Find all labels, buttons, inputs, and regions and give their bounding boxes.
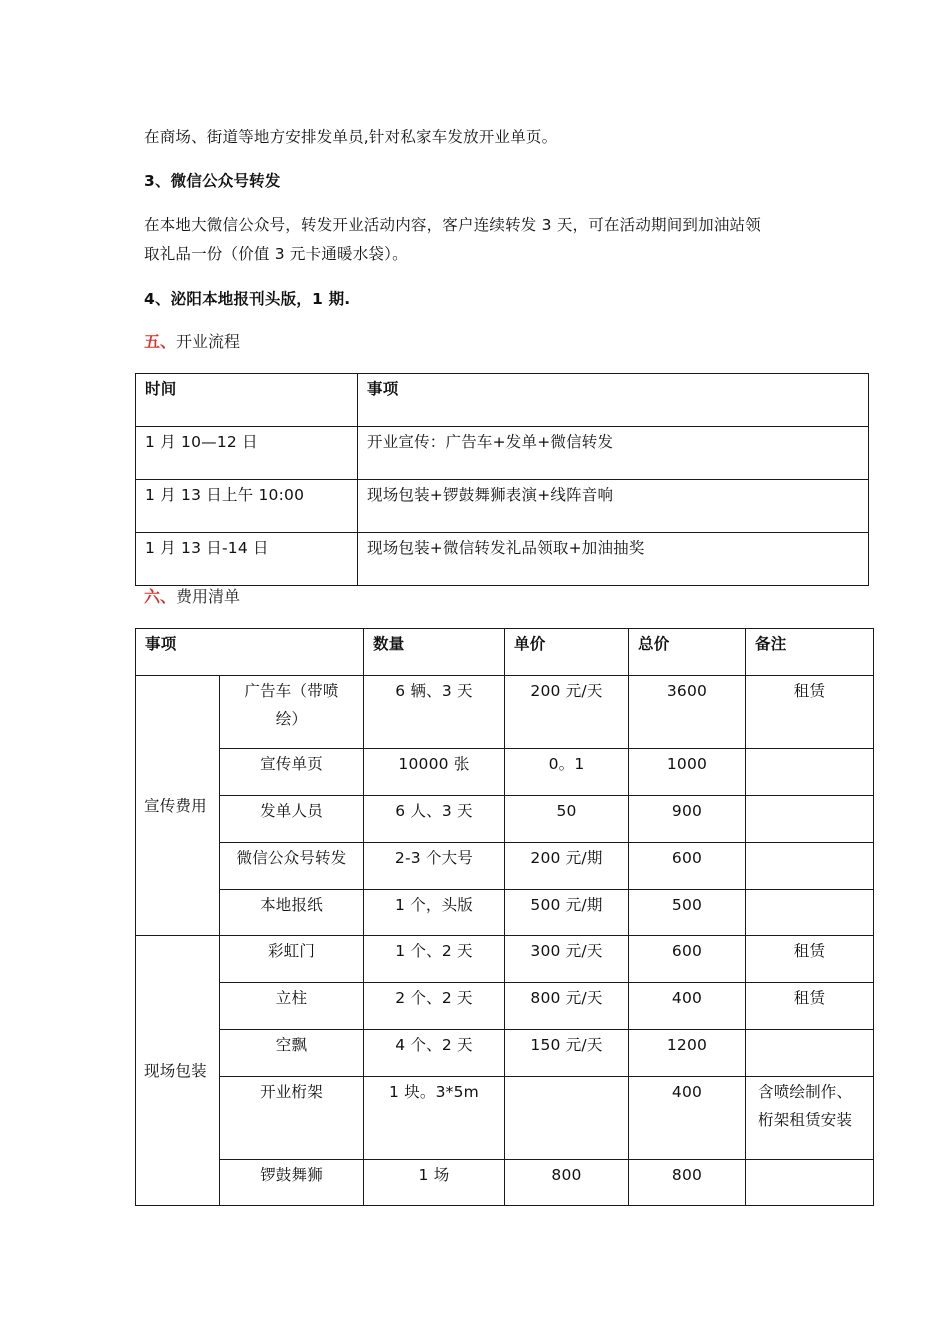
cell-note: 租赁 <box>746 676 874 749</box>
table-row <box>136 1077 874 1160</box>
table-row <box>136 796 874 843</box>
cell-item: 发单人员 <box>220 796 364 843</box>
cell-price: 500 元/期 <box>505 890 629 936</box>
opening-process-table <box>135 373 869 586</box>
table-row <box>136 1160 874 1206</box>
cell-qty: 2-3 个大号 <box>364 843 505 890</box>
section-cost-list <box>144 586 240 608</box>
header-price: 单价 <box>505 629 629 676</box>
table-row <box>136 676 874 749</box>
header-time: 时间 <box>136 374 358 427</box>
cell-item: 锣鼓舞狮 <box>220 1160 364 1206</box>
section-number: 六、 <box>144 587 177 606</box>
table-row <box>136 890 874 936</box>
header-item: 事项 <box>358 374 869 427</box>
table-row <box>136 480 869 533</box>
cell-price: 200 元/期 <box>505 843 629 890</box>
cell-item: 开业桁架 <box>220 1077 364 1160</box>
cell-qty: 10000 张 <box>364 749 505 796</box>
group-label: 宣传费用 <box>136 676 220 936</box>
cell-total: 3600 <box>629 676 746 749</box>
cell-price: 150 元/天 <box>505 1030 629 1077</box>
cell-qty: 6 人、3 天 <box>364 796 505 843</box>
cell-note: 租赁 <box>746 936 874 983</box>
header-item: 事项 <box>136 629 364 676</box>
table-header-row <box>136 629 874 676</box>
cell-price: 0。1 <box>505 749 629 796</box>
group-label: 现场包装 <box>136 936 220 1206</box>
cell-item: 彩虹门 <box>220 936 364 983</box>
cell-time: 1 月 10—12 日 <box>136 427 358 480</box>
cell-item-line1: 广告车（带喷 <box>244 682 339 700</box>
cell-total: 400 <box>629 983 746 1030</box>
cell-item: 空飘 <box>220 1030 364 1077</box>
cost-list-table <box>135 628 874 1206</box>
cell-total: 400 <box>629 1077 746 1160</box>
cell-qty: 2 个、2 天 <box>364 983 505 1030</box>
cell-total: 900 <box>629 796 746 843</box>
cell-total: 600 <box>629 936 746 983</box>
table-row <box>136 983 874 1030</box>
cell-total: 1000 <box>629 749 746 796</box>
heading-local-newspaper: 4、泌阳本地报刊头版，1 期. <box>144 290 351 308</box>
table-row <box>136 843 874 890</box>
cell-qty: 1 块。3*5m <box>364 1077 505 1160</box>
cell-price: 300 元/天 <box>505 936 629 983</box>
section-label: 费用清单 <box>176 587 241 606</box>
section-label: 开业流程 <box>176 332 241 351</box>
cell-price: 800 <box>505 1160 629 1206</box>
header-qty: 数量 <box>364 629 505 676</box>
table-row <box>136 1030 874 1077</box>
header-note: 备注 <box>746 629 874 676</box>
table-row <box>136 533 869 586</box>
cell-qty: 1 个、2 天 <box>364 936 505 983</box>
cell-item: 立柱 <box>220 983 364 1030</box>
cell-qty: 1 场 <box>364 1160 505 1206</box>
cell-time: 1 月 13 日-14 日 <box>136 533 358 586</box>
table-row <box>136 749 874 796</box>
cell-total: 600 <box>629 843 746 890</box>
cell-note <box>746 1030 874 1077</box>
heading-wechat-forwarding: 3、微信公众号转发 <box>144 172 281 190</box>
table-row <box>136 936 874 983</box>
cell-note <box>746 749 874 796</box>
paragraph-wechat-line2: 取礼品一份（价值 3 元卡通暖水袋）。 <box>144 245 408 263</box>
cell-note-line1: 含喷绘制作、 <box>758 1083 853 1101</box>
cell-note <box>746 890 874 936</box>
cell-price: 800 元/天 <box>505 983 629 1030</box>
section-number: 五、 <box>144 332 177 351</box>
cell-qty: 4 个、2 天 <box>364 1030 505 1077</box>
cell-item: 本地报纸 <box>220 890 364 936</box>
paragraph-wechat-detail <box>144 211 761 269</box>
cell-note <box>746 1077 874 1160</box>
table-header-row <box>136 374 869 427</box>
cell-price: 200 元/天 <box>505 676 629 749</box>
cell-total: 800 <box>629 1160 746 1206</box>
cell-item: 宣传单页 <box>220 749 364 796</box>
cell-item <box>220 676 364 749</box>
cell-item-line2: 绘） <box>275 710 308 728</box>
cell-note <box>746 843 874 890</box>
cell-item: 现场包装+微信转发礼品领取+加油抽奖 <box>358 533 869 586</box>
cell-note <box>746 1160 874 1206</box>
table-row <box>136 427 869 480</box>
cell-total: 1200 <box>629 1030 746 1077</box>
cell-time: 1 月 13 日上午 10:00 <box>136 480 358 533</box>
paragraph-wechat-line1: 在本地大微信公众号，转发开业活动内容，客户连续转发 3 天，可在活动期间到加油站领 <box>144 216 761 234</box>
cell-price <box>505 1077 629 1160</box>
cell-price: 50 <box>505 796 629 843</box>
cell-note-line2: 桁架租赁安装 <box>758 1111 853 1129</box>
cell-qty: 1 个，头版 <box>364 890 505 936</box>
cell-item: 微信公众号转发 <box>220 843 364 890</box>
cell-qty: 6 辆、3 天 <box>364 676 505 749</box>
cell-item: 开业宣传：广告车+发单+微信转发 <box>358 427 869 480</box>
cell-total: 500 <box>629 890 746 936</box>
cell-note <box>746 796 874 843</box>
header-total: 总价 <box>629 629 746 676</box>
cell-note: 租赁 <box>746 983 874 1030</box>
section-opening-process <box>144 331 240 353</box>
paragraph-flyer-distribution: 在商场、街道等地方安排发单员,针对私家车发放开业单页。 <box>144 128 558 146</box>
cell-item: 现场包装+锣鼓舞狮表演+线阵音响 <box>358 480 869 533</box>
